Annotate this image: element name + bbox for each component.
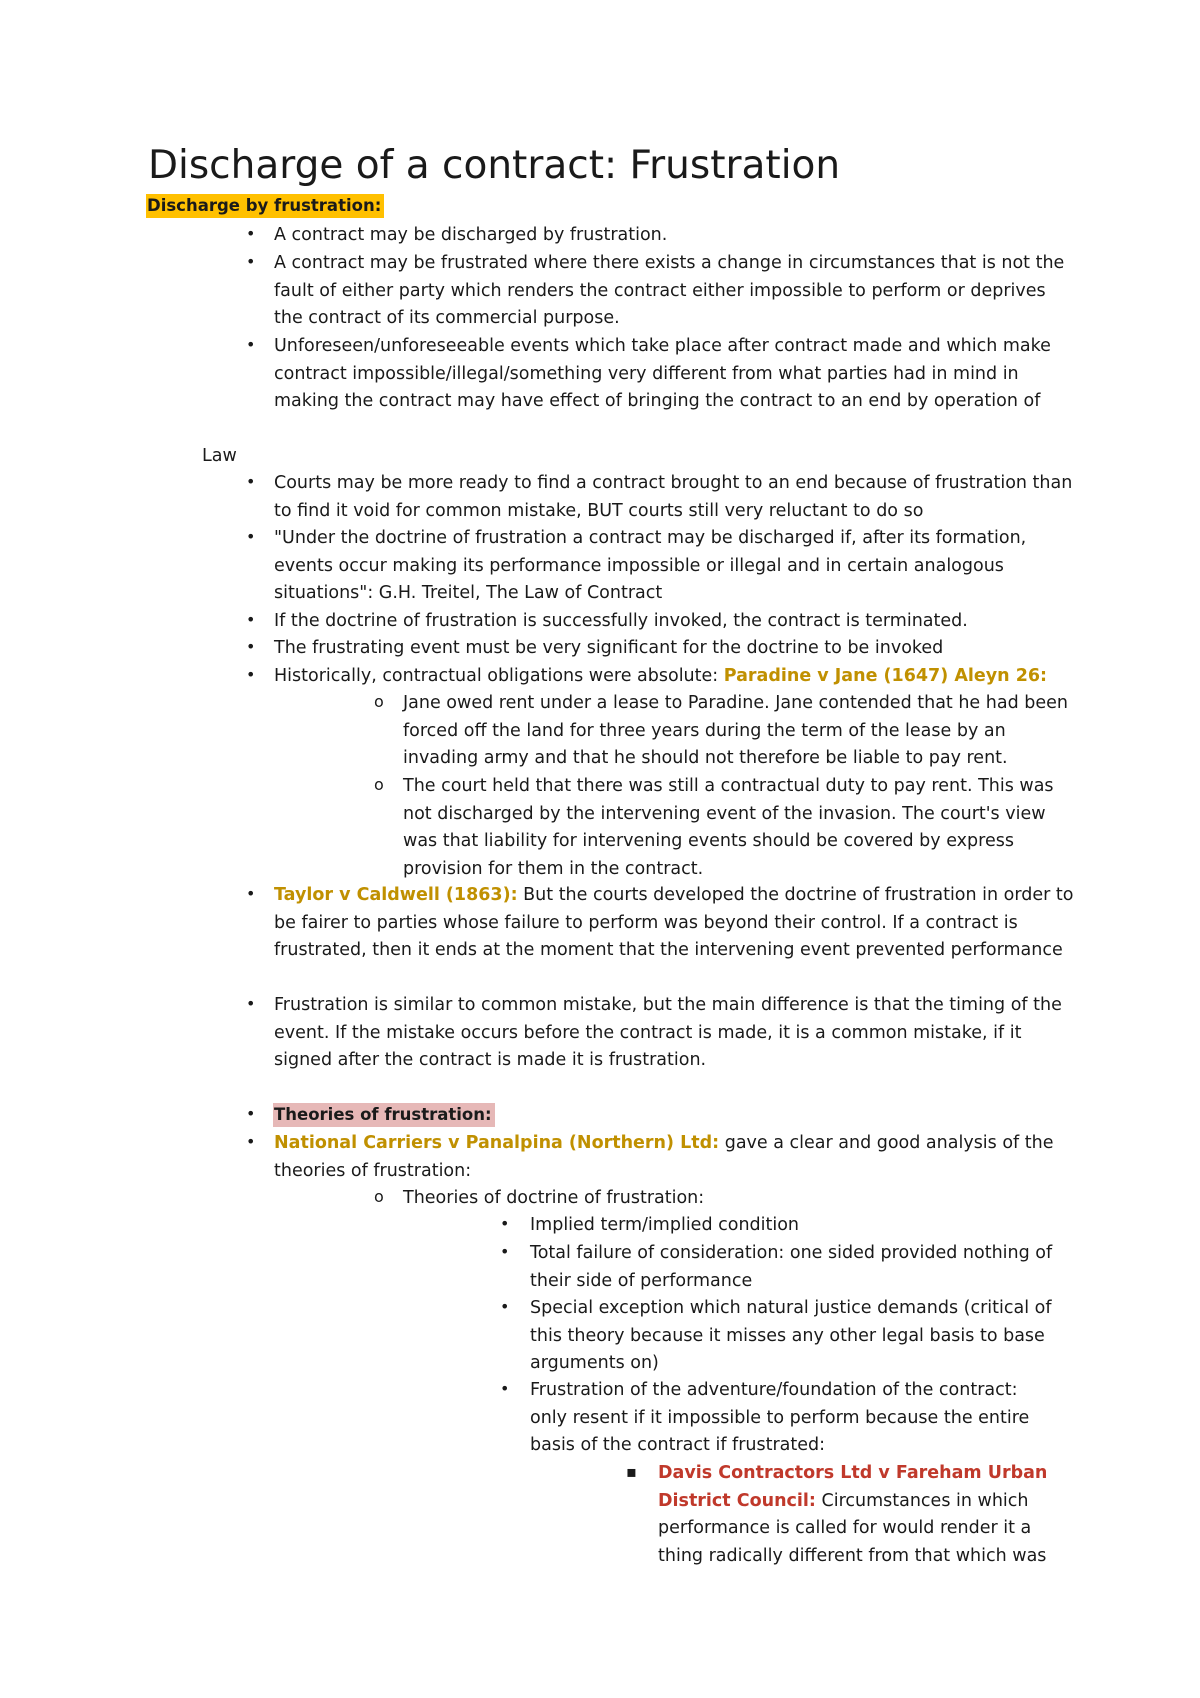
theory-item: Frustration of the adventure/foundation of the contract: only resent if it impossible to perform because the entire basis of the contract if frustrated: bbox=[530, 1380, 1030, 1455]
bullet-marker: • bbox=[246, 665, 256, 684]
list-item bbox=[274, 882, 1074, 965]
bullet-marker: • bbox=[246, 610, 256, 629]
bullet-marker: • bbox=[246, 224, 256, 243]
theory-item: Total failure of consideration: one sided provided nothing of their side of performance bbox=[530, 1243, 1053, 1291]
list-item: A contract may be frustrated where there exists a change in circumstances that is not the fault of either party which renders the contract either impossible to perform or deprives the contract of its commercial purpose. bbox=[274, 253, 1065, 328]
level3-bullet-marker: • bbox=[500, 1297, 510, 1316]
sub-list-item: Theories of doctrine of frustration: bbox=[403, 1188, 705, 1208]
item-text: gave a clear and good analysis of the theories of frustration: bbox=[274, 1133, 1054, 1181]
level3-bullet-marker: • bbox=[500, 1242, 510, 1261]
level3-bullet-marker: • bbox=[500, 1214, 510, 1233]
item-text: Circumstances in which performance is called for would render it a thing radically different from that which was bbox=[658, 1490, 1047, 1566]
bullet-marker: • bbox=[246, 252, 256, 271]
case-reference: National Carriers v Panalpina (Northern) Ltd: bbox=[274, 1133, 720, 1153]
law-line: Law bbox=[202, 446, 237, 466]
case-reference: Taylor v Caldwell (1863): bbox=[274, 885, 518, 905]
case-item bbox=[658, 1460, 1063, 1570]
sub-bullet-marker: o bbox=[374, 692, 384, 711]
list-item: If the doctrine of frustration is successfully invoked, the contract is terminated. bbox=[274, 611, 968, 631]
case-reference: Paradine v Jane (1647) Aleyn 26: bbox=[723, 666, 1048, 686]
list-item: The frustrating event must be very significant for the doctrine to be invoked bbox=[274, 638, 944, 658]
list-item: Frustration is similar to common mistake, but the main difference is that the timing of the event. If the mistake occurs before the contract is made, it is a common mistake, if it signed after the contract is made it is frustration. bbox=[274, 995, 1062, 1070]
list-item: Unforeseen/unforeseeable events which take place after contract made and which make contract impossible/illegal/something very different from what parties had in mind in making the contract may have effect of bringing the contract to an end by operation of bbox=[274, 336, 1051, 411]
bullet-marker: • bbox=[246, 884, 256, 903]
bullet-marker: • bbox=[246, 472, 256, 491]
list-item: Courts may be more ready to find a contract brought to an end because of frustration than to find it void for common mistake, BUT courts still very reluctant to do so bbox=[274, 473, 1073, 521]
bullet-marker: • bbox=[246, 527, 256, 546]
section-heading-discharge: Discharge by frustration: bbox=[146, 194, 384, 218]
theory-item: Implied term/implied condition bbox=[530, 1215, 800, 1235]
bullet-marker: • bbox=[246, 1104, 256, 1123]
bullet-marker: • bbox=[246, 335, 256, 354]
page-title: Discharge of a contract: Frustration bbox=[148, 143, 841, 188]
level4-bullet-marker: ▪ bbox=[626, 1462, 637, 1481]
section-heading-theories: Theories of frustration: bbox=[273, 1103, 495, 1127]
sub-bullet-marker: o bbox=[374, 775, 384, 794]
list-item bbox=[274, 1130, 1074, 1185]
sub-bullet-marker: o bbox=[374, 1187, 384, 1206]
case-reference: Davis Contractors Ltd v Fareham Urban District Council: bbox=[658, 1463, 1048, 1511]
list-item: "Under the doctrine of frustration a contract may be discharged if, after its formation, events occur making its performance impossible or illegal and in certain analogous situations": G.H. Treitel, The Law of Contract bbox=[274, 528, 1027, 603]
bullet-marker: • bbox=[246, 994, 256, 1013]
sub-list-item: The court held that there was still a contractual duty to pay rent. This was not discharged by the intervening event of the invasion. The court's view was that liability for intervening events should be covered by express provision for them in the contract. bbox=[403, 776, 1054, 879]
item-text: But the courts developed the doctrine of frustration in order to be fairer to parties whose failure to perform was beyond their control. If a contract is frustrated, then it ends at the moment that the intervening event prevented performance bbox=[274, 885, 1074, 960]
level3-bullet-marker: • bbox=[500, 1379, 510, 1398]
list-item bbox=[274, 663, 1074, 691]
sub-list-item: Jane owed rent under a lease to Paradine. Jane contended that he had been forced off the land for three years during the term of the lease by an invading army and that he should not therefore be liable to pay rent. bbox=[403, 693, 1068, 768]
bullet-marker: • bbox=[246, 637, 256, 656]
bullet-marker: • bbox=[246, 1132, 256, 1151]
list-item: A contract may be discharged by frustration. bbox=[274, 225, 668, 245]
theory-item: Special exception which natural justice demands (critical of this theory because it misses any other legal basis to base arguments on) bbox=[530, 1298, 1052, 1373]
item-text: Historically, contractual obligations were absolute: bbox=[274, 666, 724, 686]
